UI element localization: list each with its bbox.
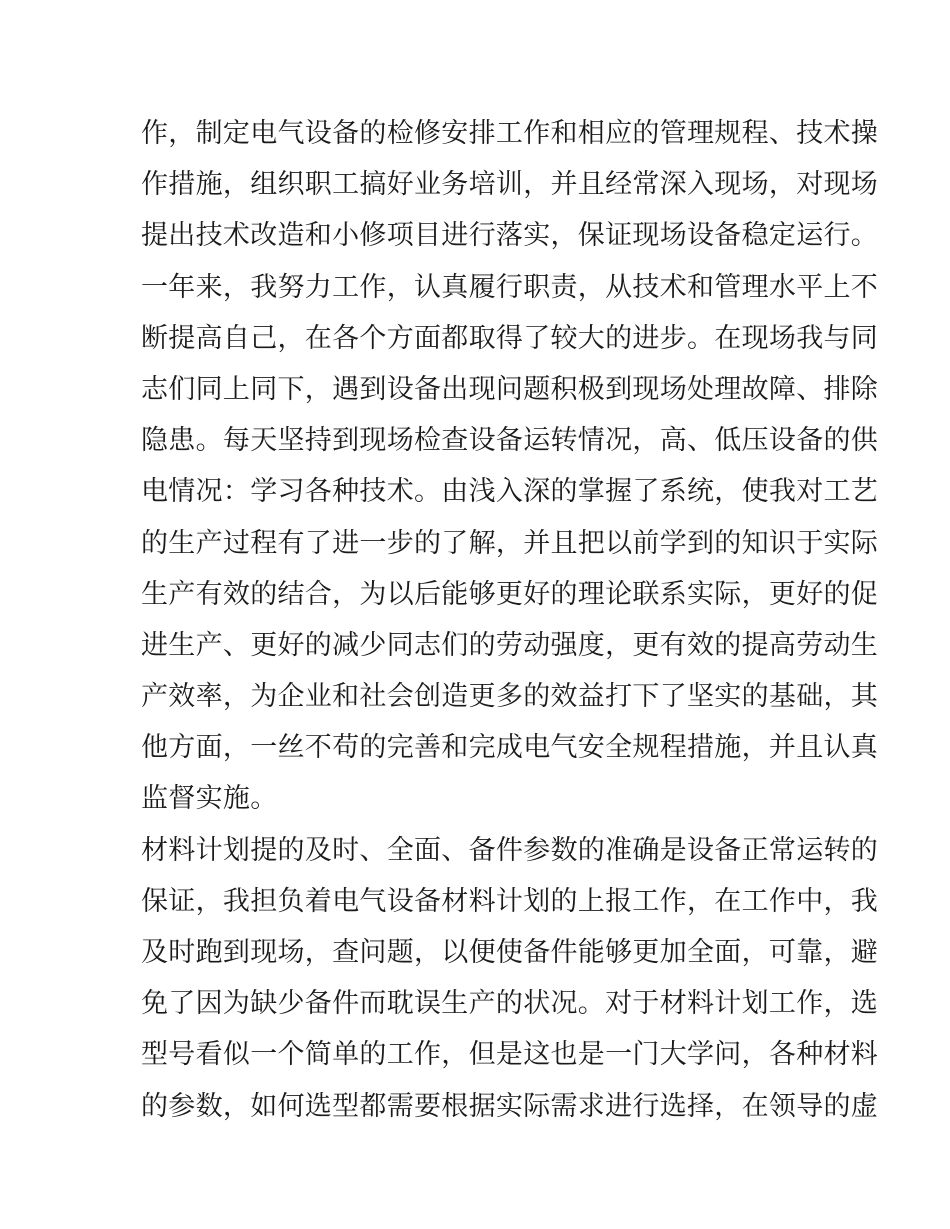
text-line: 提出技术改造和小修项目进行落实，保证现场设备稳定运行。	[141, 220, 879, 252]
text-line: 作措施，组织职工搞好业务培训，并且经常深入现场，对现场	[141, 169, 879, 201]
text-line: 隐患。每天坚持到现场检查设备运转情况，高、低压设备的供	[141, 425, 879, 457]
text-line: 进生产、更好的减少同志们的劳动强度，更有效的提高劳动生	[141, 629, 879, 661]
text-line: 保证，我担负着电气设备材料计划的上报工作，在工作中，我	[141, 885, 879, 917]
text-line: 断提高自己，在各个方面都取得了较大的进步。在现场我与同	[141, 322, 879, 354]
text-line: 的参数，如何选型都需要根据实际需求进行选择，在领导的虚	[141, 1090, 879, 1122]
text-line: 产效率，为企业和社会创造更多的效益打下了坚实的基础，其	[141, 681, 879, 713]
text-line: 志们同上同下，遇到设备出现问题积极到现场处理故障、排除	[141, 373, 879, 405]
text-line: 及时跑到现场，查问题，以便使备件能够更加全面，可靠，避	[141, 937, 879, 968]
text-line: 一年来，我努力工作，认真履行职责，从技术和管理水平上不	[141, 271, 879, 303]
text-line: 型号看似一个简单的工作，但是这也是一门大学问，各种材料	[141, 1039, 879, 1071]
text-line: 免了因为缺少备件而耽误生产的状况。对于材料计划工作，选	[141, 988, 879, 1020]
text-line: 他方面，一丝不苟的完善和完成电气安全规程措施，并且认真	[141, 732, 879, 764]
body-text	[141, 108, 879, 1132]
text-line: 电情况：学习各种技术。由浅入深的掌握了系统，使我对工艺	[141, 476, 879, 508]
text-line: 生产有效的结合，为以后能够更好的理论联系实际，更好的促	[141, 578, 879, 610]
text-line: 材料计划提的及时、全面、备件参数的准确是设备正常运转的	[141, 834, 879, 866]
text-line: 的生产过程有了进一步的了解，并且把以前学到的知识于实际	[141, 527, 879, 559]
text-line: 监督实施。	[141, 783, 278, 815]
text-line: 作，制定电气设备的检修安排工作和相应的管理规程、技术操	[141, 118, 879, 149]
